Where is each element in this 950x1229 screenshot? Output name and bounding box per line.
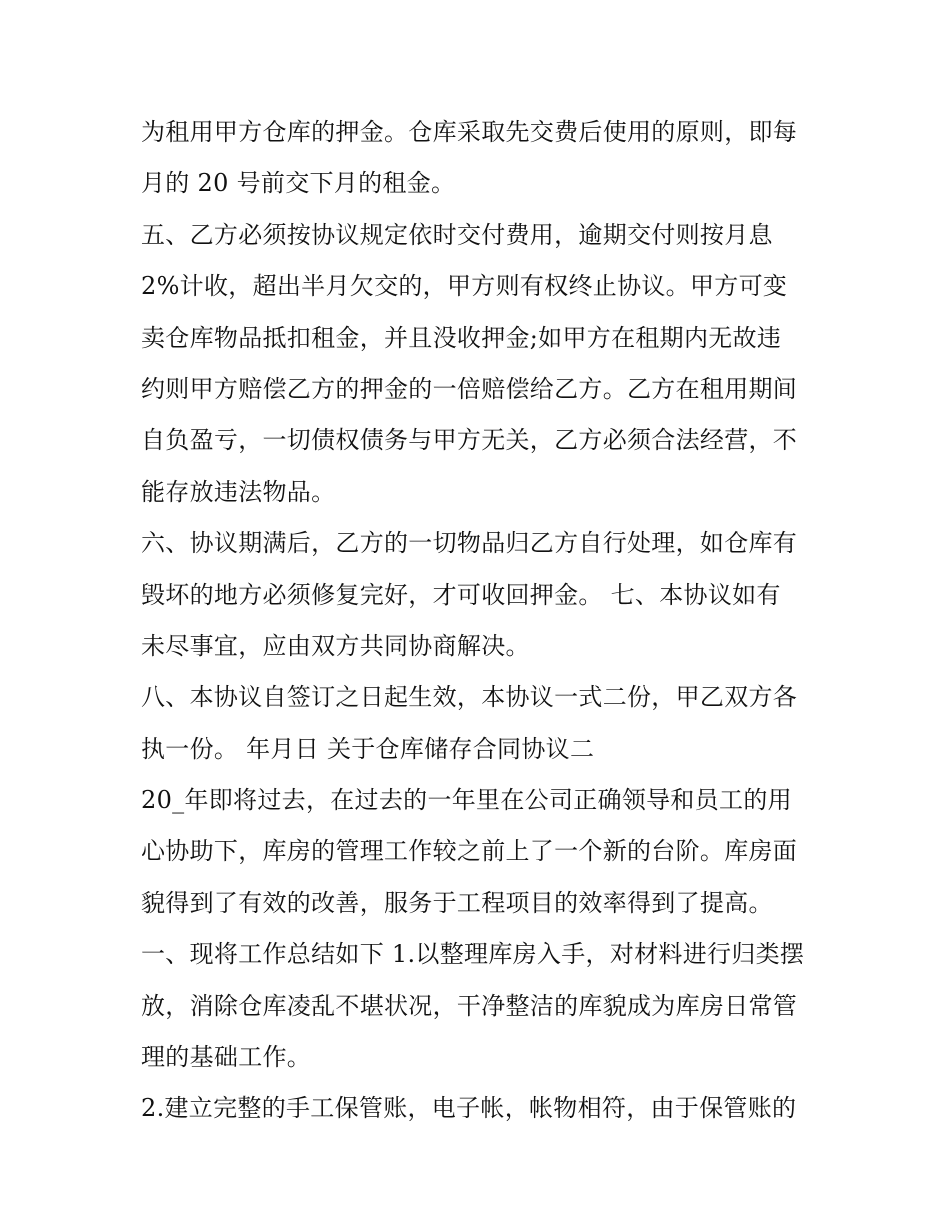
text-line: 为租用甲方仓库的押金。仓库采取先交费后使用的原则，即每 <box>141 118 798 146</box>
text-line: 未尽事宜，应由双方共同协商解决。 <box>141 631 530 660</box>
text-line: 八、本协议自签订之日起生效，本协议一式二份，甲乙双方各 <box>141 683 798 712</box>
document-body <box>141 107 821 1135</box>
text-line: 20_年即将过去，在过去的一年里在公司正确领导和员工的用 <box>141 786 792 815</box>
text-line: 卖仓库物品抵扣租金，并且没收押金;如甲方在租期内无故违 <box>141 323 782 352</box>
text-line: 2%计收，超出半月欠交的，甲方则有权终止协议。甲方可变 <box>141 272 788 301</box>
text-line: 六、协议期满后，乙方的一切物品归乙方自行处理，如仓库有 <box>141 529 798 558</box>
text-line: 毁坏的地方必须修复完好，才可收回押金。 七、本协议如有 <box>141 580 781 609</box>
text-line: 2.建立完整的手工保管账，电子帐，帐物相符，由于保管账的 <box>141 1094 797 1123</box>
text-line: 约则甲方赔偿乙方的押金的一倍赔偿给乙方。乙方在租用期间 <box>141 374 798 403</box>
text-line: 执一份。 年月日 关于仓库储存合同协议二 <box>141 734 595 763</box>
text-line: 能存放违法物品。 <box>141 477 336 506</box>
text-line: 一、现将工作总结如下 1.以整理库房入手，对材料进行归类摆 <box>141 940 805 969</box>
text-line: 五、乙方必须按协议规定依时交付费用，逾期交付则按月息 <box>141 220 773 249</box>
text-line: 月的 20 号前交下月的租金。 <box>141 169 456 198</box>
text-line: 放，消除仓库凌乱不堪状况，干净整洁的库貌成为库房日常管 <box>141 991 798 1020</box>
text-line: 理的基础工作。 <box>141 1043 312 1072</box>
text-line: 貌得到了有效的改善，服务于工程项目的效率得到了提高。 <box>141 888 773 917</box>
text-line: 心协助下，库房的管理工作较之前上了一个新的台阶。库房面 <box>141 837 798 866</box>
text-line: 自负盈亏，一切债权债务与甲方无关，乙方必须合法经营，不 <box>141 426 798 455</box>
